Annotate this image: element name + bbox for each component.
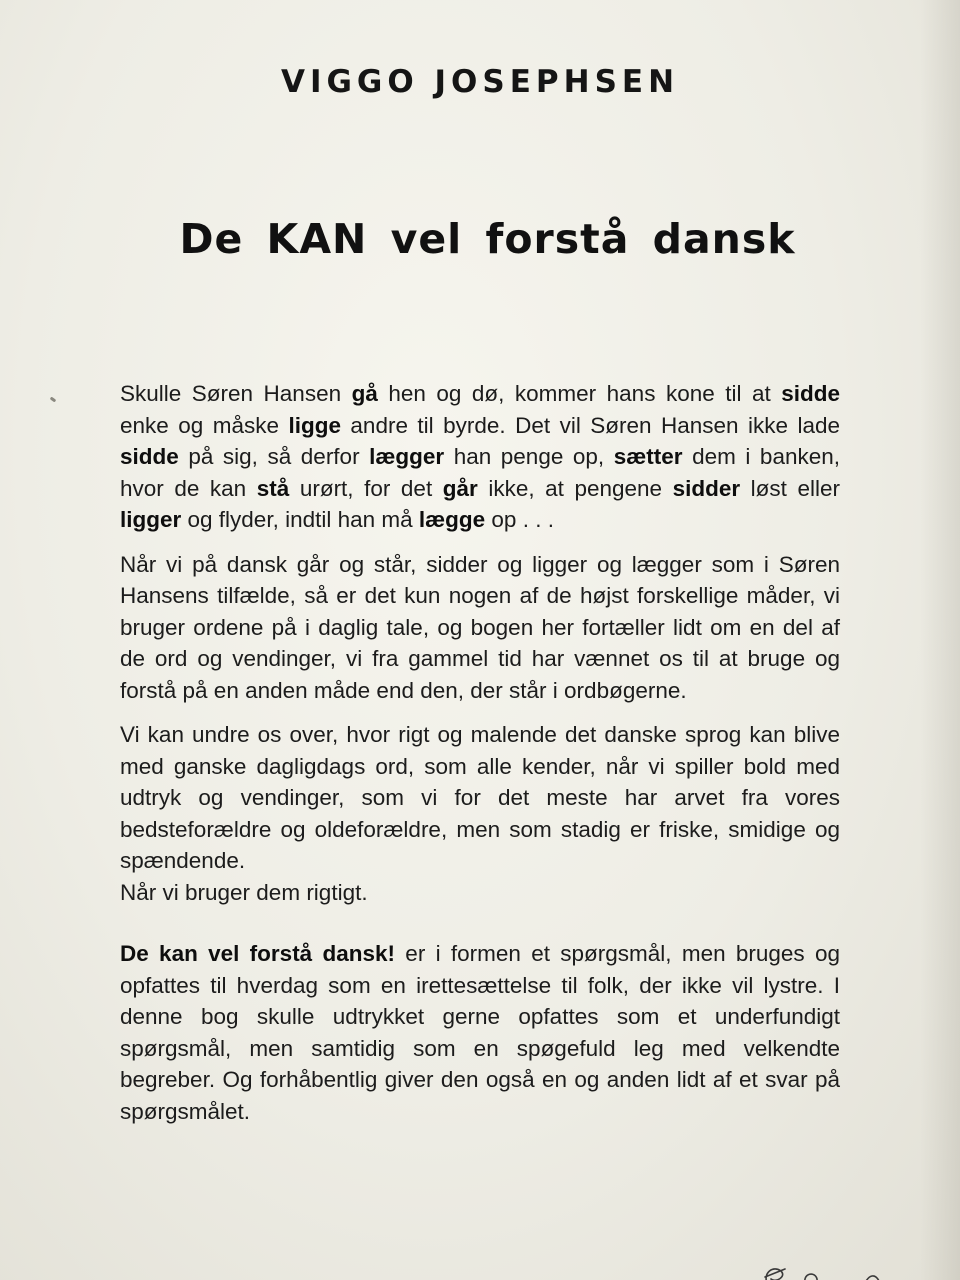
body-text bbox=[120, 378, 840, 1140]
paragraph-2: Når vi på dansk går og står, sidder og ligger og lægger som i Søren Hansens tilfælde, så er det kun nogen af de højst forskellige måder, vi bruger ordene på i daglig tale, og bogen her fortæller lidt om en del af de ord og vendinger, vi fra gammel tid har vænnet os til at bruge og forstå på en anden måde end den, der står i ordbøgerne. bbox=[120, 551, 840, 703]
paragraph-1: Skulle Søren Hansen gå hen og dø, kommer hans kone til at sidde enke og måske ligge andre til byrde. Det vil Søren Hansen ikke lade sidde på sig, så derfor lægger han penge op, sætter dem i banken, hvor de kan stå urørt, for det går ikke, at pengene sidder løst eller ligger og flyder, indtil han må lægge op . . . bbox=[120, 381, 841, 532]
paper-speck bbox=[50, 397, 57, 403]
paragraph-3: Vi kan undre os over, hvor rigt og malende det danske sprog kan blive med ganske dagligdags ord, som alle kender, når vi spiller bold med udtryk og vendinger, som vi for det meste har arvet fra vores bedsteforældre og oldeforældre, men som stadig er friske, smidige og spændende. Når vi bruger dem rigtigt. bbox=[120, 722, 840, 905]
handwritten-mark bbox=[745, 1255, 905, 1280]
page-shadow bbox=[920, 0, 960, 1280]
author-name: VIGGO JOSEPHSEN bbox=[280, 64, 680, 100]
book-title: De KAN vel forstå dansk bbox=[179, 215, 796, 263]
paragraph-4: De kan vel forstå dansk! er i formen et spørgsmål, men bruges og opfattes til hverdag som en irettesættelse til folk, der ikke vil lystre. I denne bog skulle udtrykket gerne opfattes som et underfundigt spørgsmål, men samtidig som en spøgefuld leg med velkendte begreber. Og forhåbentlig giver den også en og anden lidt af et svar på spørgsmålet. bbox=[120, 941, 840, 1124]
